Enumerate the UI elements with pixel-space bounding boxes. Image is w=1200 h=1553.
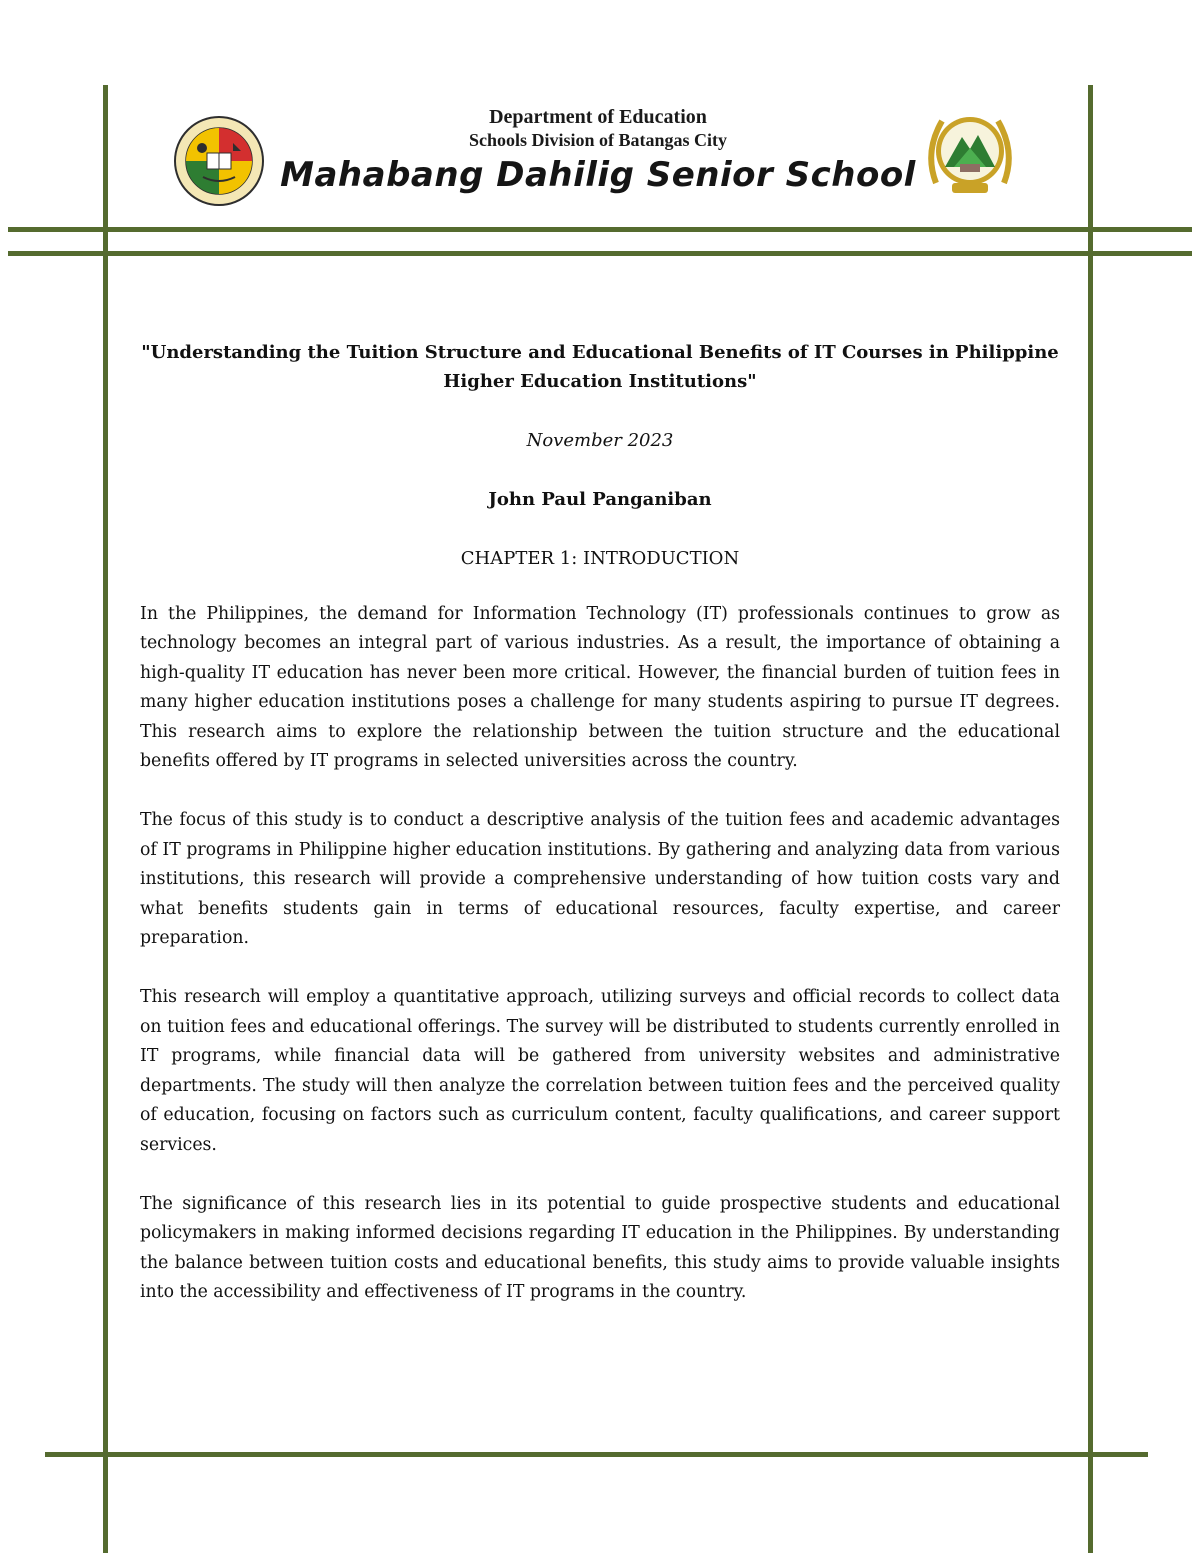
header-divider-bottom [8, 251, 1192, 256]
document-body [140, 338, 1060, 1308]
document-author: John Paul Panganiban [488, 489, 712, 510]
header-divider-top [8, 227, 1192, 232]
chapter-heading: CHAPTER 1: INTRODUCTION [460, 548, 740, 569]
frame-left-border [103, 85, 108, 1553]
letterhead [108, 95, 1088, 215]
paragraph: This research will employ a quantitative approach, utilizing surveys and official records to collect data on tuition fees and educational offerings. The survey will be distributed to students currently enrolled in IT programs, while financial data will be gathered from university websites and administrative departments. The study will then analyze the correlation between tuition fees and the perceived quality of education, focusing on factors such as curriculum content, faculty qualifications, and career support services. [140, 987, 1060, 1155]
paragraph: The significance of this research lies in its potential to guide prospective students and educational policymakers in making informed decisions regarding IT education in the Philippines. By understanding the balance between tuition costs and educational benefits, this study aims to provide valuable insights into the accessibility and effectiveness of IT programs in the country. [140, 1193, 1060, 1303]
document-title: "Understanding the Tuition Structure and Educational Benefits of IT Courses in Philippine Higher Education Institutions" [141, 342, 1059, 392]
frame-right-border [1088, 85, 1093, 1553]
laurel-seal-icon [918, 107, 1022, 199]
school-name: Mahabang Dahilig Senior School [280, 155, 916, 195]
footer-divider [45, 1452, 1148, 1457]
paragraph: In the Philippines, the demand for Information Technology (IT) professionals continues to grow as technology becomes an integral part of various industries. As a result, the importance of obtaining a high-quality IT education has never been more critical. However, the financial burden of tuition fees in many higher education institutions poses a challenge for many students aspiring to pursue IT degrees. This research aims to explore the relationship between the tuition structure and the educational benefits offered by IT programs in selected universities across the country. [140, 604, 1060, 772]
document-date: November 2023 [526, 430, 674, 451]
division-name: Schools Division of Batangas City [468, 130, 728, 150]
department-name: Department of Education [489, 106, 707, 128]
school-seal-icon [173, 115, 265, 207]
paragraph: The focus of this study is to conduct a descriptive analysis of the tuition fees and academic advantages of IT programs in Philippine higher education institutions. By gathering and analyzing data from various institutions, this research will provide a comprehensive understanding of how tuition costs vary and what benefits students gain in terms of educational resources, faculty expertise, and career preparation. [140, 810, 1060, 949]
